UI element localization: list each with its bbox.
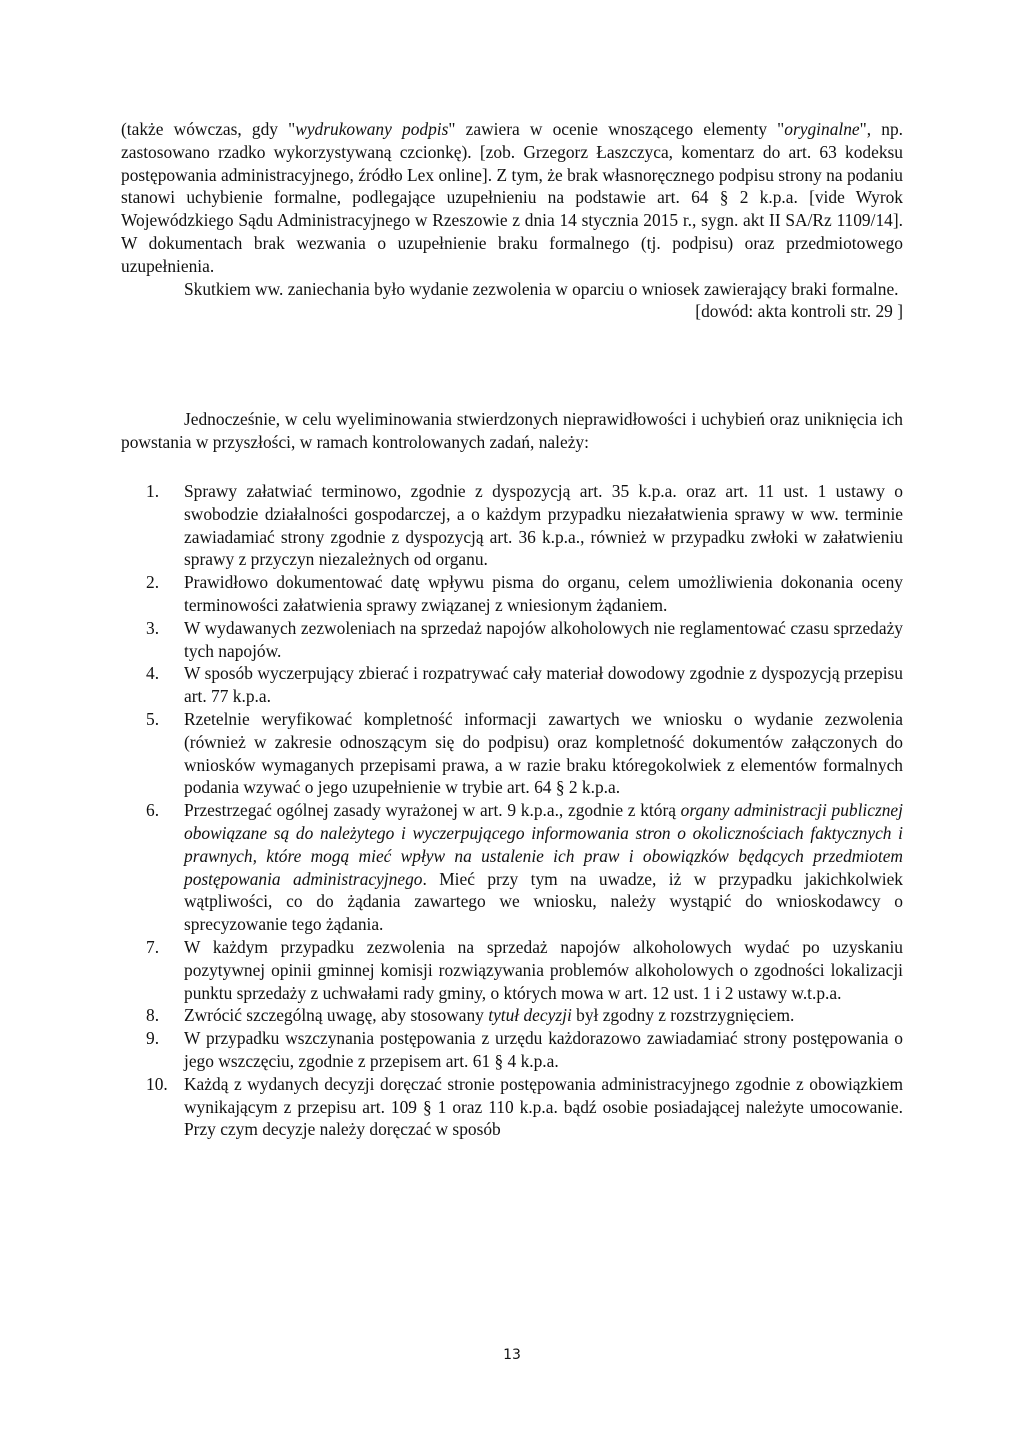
list-item-text: W sposób wyczerpujący zbierać i rozpatrywać cały materiał dowodowy zgodnie z dyspozycją przepisu art. 77 k.p.a. <box>184 663 903 707</box>
list-item <box>121 1073 903 1141</box>
list-item-number: 1. <box>146 481 160 501</box>
consequence-paragraph: Skutkiem ww. zaniechania było wydanie zezwolenia w oparciu o wniosek zawierający braki formalne. <box>184 278 899 299</box>
list-item <box>121 480 903 571</box>
list-item-text <box>184 799 903 936</box>
list-item <box>121 1027 903 1073</box>
list-item-text: W przypadku wszczynania postępowania z urzędu każdorazowo zawiadamiać strony postępowania o jego wszczęciu, zgodnie z przepisem art. 61 § 4 k.p.a. <box>184 1028 903 1071</box>
intro-text <box>121 118 903 278</box>
list-item-text: Sprawy załatwiać terminowo, zgodnie z dyspozycją art. 35 k.p.a. oraz art. 11 ust. 1 ustawy o swobodzie działalności gospodarczej, a o każdym przypadku niezałatwienia sprawy w ww. terminie zawiadamiać strony zgodnie z dyspozycją art. 36 k.p.a., również w przypadku zwłoki w załatwieniu sprawy z przyczyn niezależnych od organu. <box>184 481 903 570</box>
list-item-number: 10. <box>146 1073 168 1094</box>
recommendation-lead <box>121 408 903 454</box>
intro-italic-original: oryginalne <box>784 119 860 139</box>
list-item-number: 6. <box>146 800 160 821</box>
recommendations-list <box>121 480 903 1141</box>
list-item-number: 4. <box>146 663 160 684</box>
list-item <box>121 708 903 799</box>
list-item-number: 9. <box>146 1028 160 1049</box>
list-item <box>121 617 903 663</box>
intro-paragraph <box>121 118 903 323</box>
list-item <box>121 799 903 936</box>
list-item-text-part: Zwrócić szczególną uwagę, aby stosowany <box>184 1005 489 1026</box>
list-item-text: W każdym przypadku zezwolenia na sprzedaż napojów alkoholowych wydać po uzyskaniu pozytywnej opinii gminnej komisji rozwiązywania problemów alkoholowych o zgodności lokalizacji punktu sprzedaży z uchwałami rady gminy, o których mowa w art. 12 ust. 1 i 2 ustawy w.t.p.a. <box>184 936 903 1003</box>
list-item-text-part: . Mieć przy tym na uwadze, iż w przypadku jakichkolwiek wątpliwości, co do żądania zawartego we wniosku, należy wystąpić do wnioskodawcy o sprecyzowanie tego żądania. <box>184 868 903 935</box>
list-item-number: 3. <box>146 617 160 638</box>
list-item-text <box>184 1004 903 1027</box>
list-item-number: 5. <box>146 708 160 729</box>
intro-text-part: ", np. zastosowano rzadko wykorzystywaną czcionkę). [zob. Grzegorz Łaszczyca, komentarz do art. 63 kodeksu postępowania administracyjnego, źródło Lex online]. Z tym, że brak własnoręcznego podpisu strony na podaniu stanowi uchybienie formalne, podlegające uzupełnieniu na podstawie art. 64 § 2 k.p.a. [vide Wyrok Wojewódzkiego Sądu Administracyjnego w Rzeszowie z dnia 14 stycznia 2015 r., sygn. akt II SA/Rz 1109/14]. W dokumentach brak wezwania o uzupełnienie braku formalnego (tj. podpisu) oraz przedmiotowego uzupełnienia. <box>121 119 904 276</box>
list-item-number: 8. <box>146 1005 160 1026</box>
intro-italic-printed-signature: wydrukowany podpis <box>295 119 449 139</box>
list-item-italic-quote: organy administracji publicznej obowiązane są do należytego i wyczerpującego informowania stron o okolicznościach faktycznych i prawnych, które mogą mieć wpływ na ustalenie ich praw i obowiązków będących przedmiotem postępowania administracyjnego <box>184 800 903 889</box>
list-item <box>121 571 903 617</box>
list-item-number: 2. <box>146 572 160 593</box>
recommendation-lead-text: Jednocześnie, w celu wyeliminowania stwierdzonych nieprawidłowości i uchybień oraz uniknięcia ich powstania w przyszłości, w ramach kontrolowanych zadań, należy: <box>121 409 903 452</box>
list-item <box>121 662 903 708</box>
list-item-text-part: Przestrzegać ogólnej zasady wyrażonej w art. 9 k.p.a., zgodnie z którą <box>184 800 681 821</box>
list-item-text: W wydawanych zezwoleniach na sprzedaż napojów alkoholowych nie reglamentować czasu sprzedaży tych napojów. <box>184 617 903 661</box>
evidence-reference: [dowód: akta kontroli str. 29 ] <box>695 301 903 322</box>
page-number: 13 <box>503 1347 521 1363</box>
list-item <box>121 1004 903 1027</box>
intro-text-part: " zawiera w ocenie wnoszącego elementy " <box>448 119 785 139</box>
intro-text-part: (także wówczas, gdy " <box>121 119 296 139</box>
list-item-text: Rzetelnie weryfikować kompletność informacji zawartych we wniosku o wydanie zezwolenia (również w zakresie odnoszącym się do podpisu) oraz kompletność dokumentów załączonych do wniosków wymaganych przepisami prawa, a w razie braku któregokolwiek z elementów formalnych podania wzywać o jego uzupełnienie w trybie art. 64 § 2 k.p.a. <box>184 708 903 798</box>
list-item-text: Każdą z wydanych decyzji doręczać stronie postępowania administracyjnego zgodnie z obowiązkiem wynikającym z przepisu art. 109 § 1 oraz 110 k.p.a. bądź osobie posiadającej należyte umocowanie. Przy czym decyzje należy doręczać w sposób <box>184 1073 903 1140</box>
list-item-number: 7. <box>146 936 160 957</box>
list-item <box>121 936 903 1004</box>
list-item-italic-term: tytuł decyzji <box>488 1005 572 1026</box>
list-item-text-part: był zgodny z rozstrzygnięciem. <box>571 1005 795 1026</box>
list-item-text: Prawidłowo dokumentować datę wpływu pisma do organu, celem umożliwienia dokonania oceny terminowości załatwienia sprawy związanej z wniesionym żądaniem. <box>184 572 903 615</box>
